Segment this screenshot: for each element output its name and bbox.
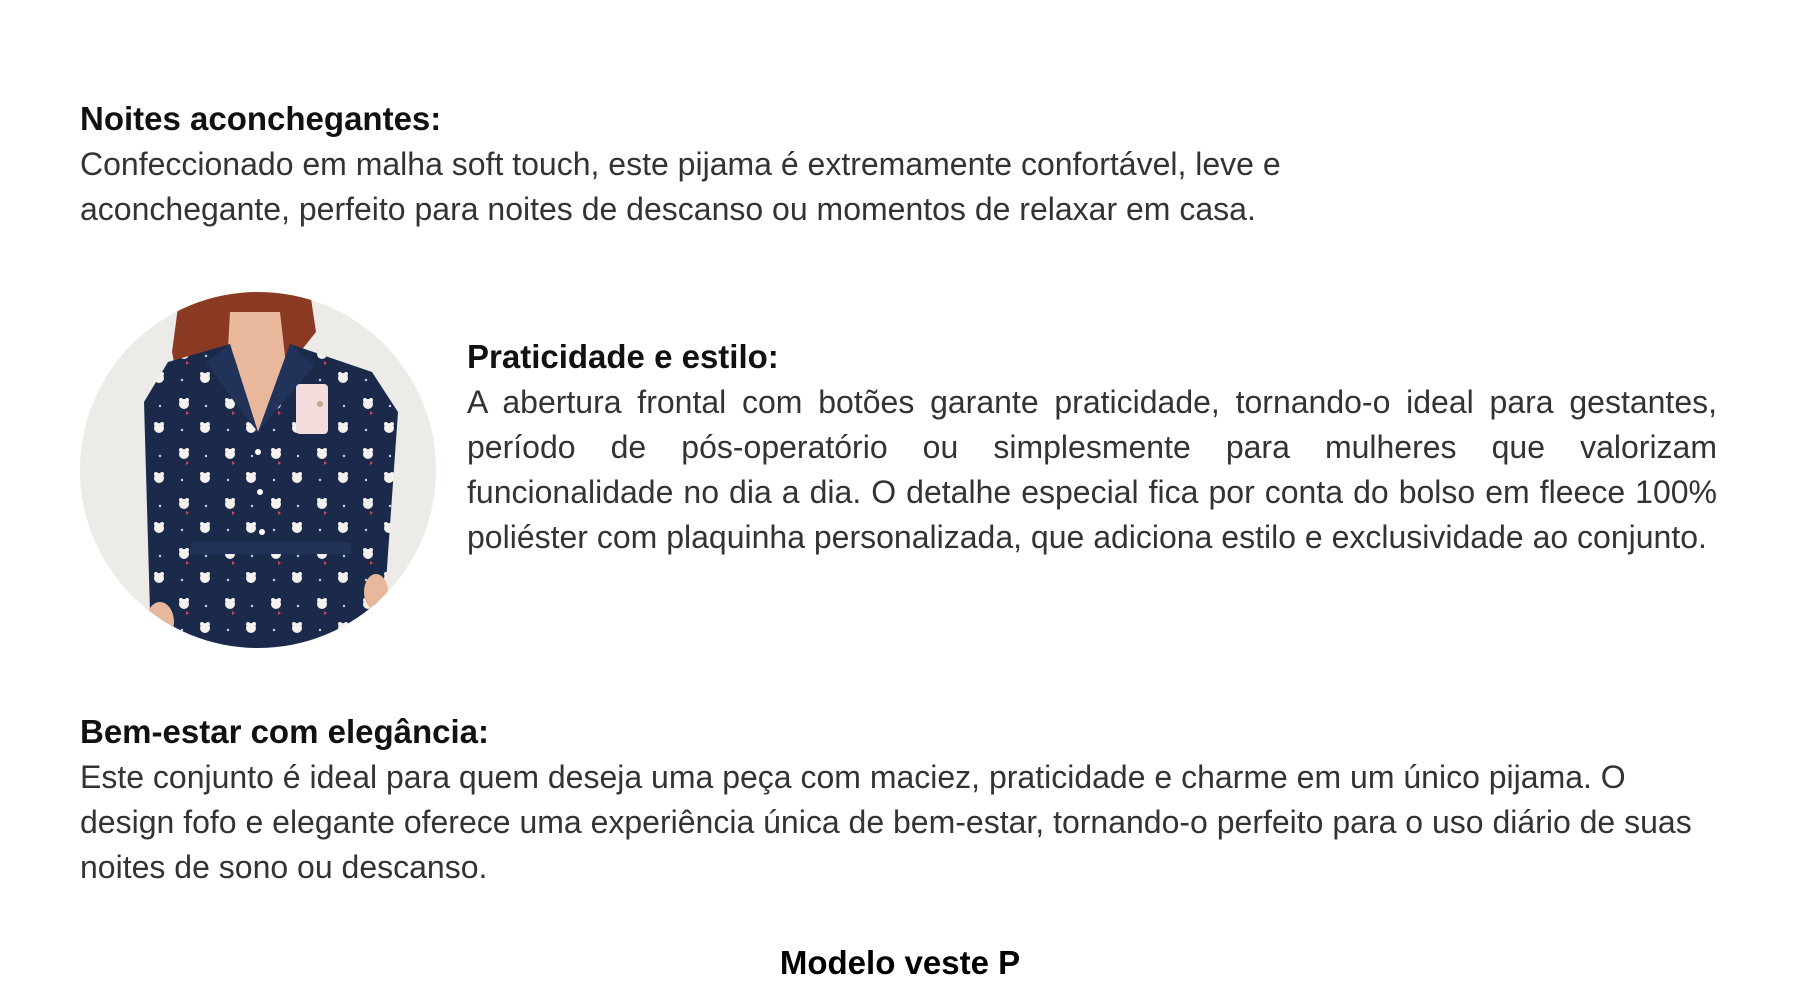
section-text	[467, 334, 1717, 560]
section-title: Noites aconchegantes:	[80, 100, 442, 137]
section-body: Este conjunto é ideal para quem deseja uma peça com maciez, praticidade e charme em um único pijama. O design fofo e elegante oferece uma experiência única de bem-estar, tornando-o perfeito para o uso diário de suas noites de sono ou descanso.	[80, 759, 1692, 885]
pajama-model-illustration	[80, 292, 436, 648]
section-title: Praticidade e estilo:	[467, 338, 779, 375]
section-title: Bem-estar com elegância:	[80, 713, 490, 750]
section-body: Confeccionado em malha soft touch, este pijama é extremamente confortável, leve e aconchegante, perfeito para noites de descanso ou momentos de relaxar em casa.	[80, 146, 1281, 227]
section-bem-estar-com-elegancia	[80, 709, 1720, 890]
section-noites-aconchegantes	[80, 96, 1480, 232]
model-photo	[80, 292, 436, 648]
section-praticidade-e-estilo	[80, 292, 1720, 652]
section-body: A abertura frontal com botões garante praticidade, tornando-o ideal para gestantes, período de pós-operatório ou simplesmente para mulheres que valorizam funcionalidade no dia a dia. O detalhe especial fica por conta do bolso em fleece 100% poliéster com plaquinha personalizada, que adiciona estilo e exclusividade ao conjunto.	[467, 384, 1717, 555]
model-size-note: Modelo veste P	[779, 944, 1021, 981]
